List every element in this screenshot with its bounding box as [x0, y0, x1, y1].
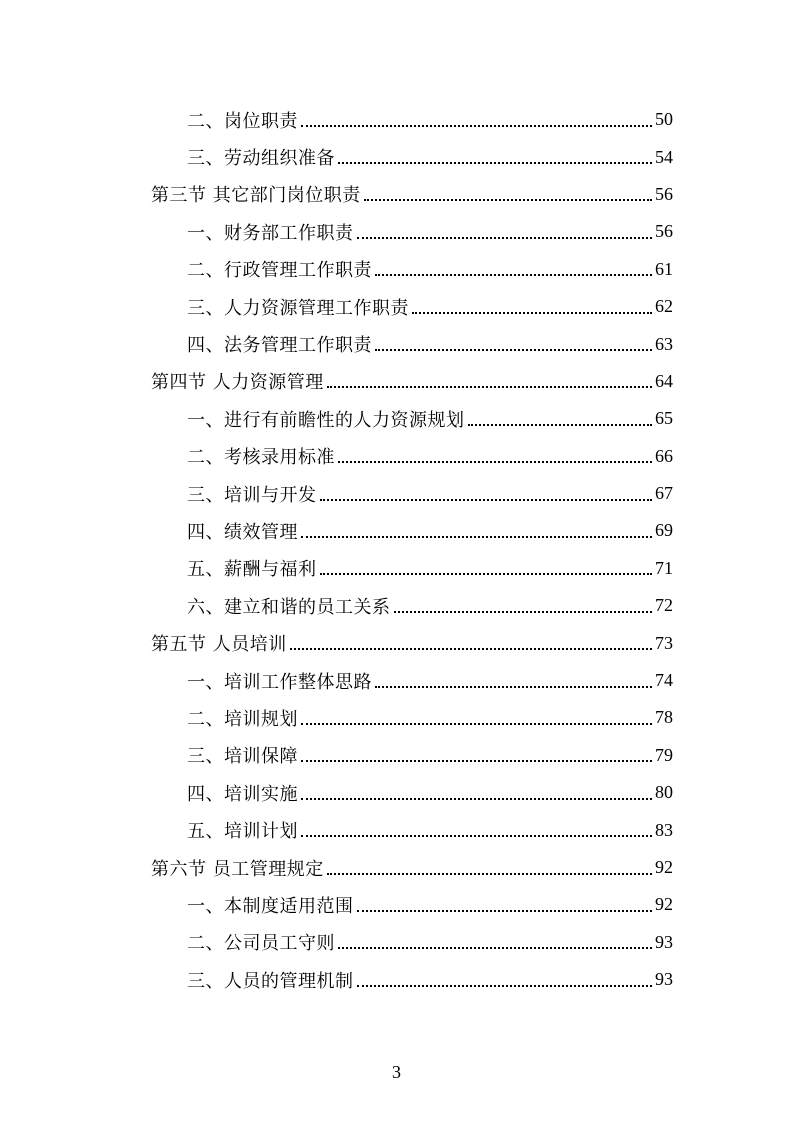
toc-entry-title: 第六节 员工管理规定	[151, 858, 324, 880]
toc-section-entry[interactable]	[0, 176, 793, 213]
toc-entry-title: 六、建立和谐的员工关系	[187, 596, 391, 618]
toc-subsection-entry[interactable]	[0, 400, 793, 437]
toc-entry-title: 一、财务部工作职责	[187, 222, 354, 244]
toc-subsection-entry[interactable]	[0, 811, 793, 848]
toc-section-entry[interactable]	[0, 624, 793, 661]
toc-entry-title: 二、公司员工守则	[187, 933, 335, 955]
toc-dot-leader	[375, 686, 652, 688]
toc-subsection-entry[interactable]	[0, 512, 793, 549]
toc-subsection-entry[interactable]	[0, 101, 793, 138]
toc-dot-leader	[375, 349, 652, 351]
toc-dot-leader	[338, 461, 652, 463]
toc-entry-page: 69	[655, 520, 673, 541]
toc-subsection-entry[interactable]	[0, 737, 793, 774]
toc-entry-page: 50	[655, 109, 673, 130]
toc-dot-leader	[327, 873, 652, 875]
toc-entry-title: 五、培训计划	[187, 821, 298, 843]
toc-section-entry[interactable]	[0, 849, 793, 886]
toc-entry-page: 80	[655, 782, 673, 803]
toc-entry-page: 92	[655, 894, 673, 915]
toc-entry-title: 四、绩效管理	[187, 521, 298, 543]
toc-dot-leader	[357, 910, 653, 912]
toc-dot-leader	[301, 760, 652, 762]
toc-dot-leader	[394, 611, 653, 613]
toc-entry-title: 第四节 人力资源管理	[151, 372, 324, 394]
toc-entry-page: 71	[655, 557, 673, 578]
toc-section-entry[interactable]	[0, 363, 793, 400]
toc-dot-leader	[327, 386, 652, 388]
toc-subsection-entry[interactable]	[0, 213, 793, 250]
toc-subsection-entry[interactable]	[0, 699, 793, 736]
toc-dot-leader	[320, 499, 653, 501]
toc-subsection-entry[interactable]	[0, 961, 793, 998]
toc-dot-leader	[364, 199, 652, 201]
toc-entry-page: 79	[655, 744, 673, 765]
toc-entry-page: 65	[655, 408, 673, 429]
toc-subsection-entry[interactable]	[0, 774, 793, 811]
toc-subsection-entry[interactable]	[0, 662, 793, 699]
toc-entry-title: 二、行政管理工作职责	[187, 260, 372, 282]
toc-entry-title: 一、进行有前瞻性的人力资源规划	[187, 409, 465, 431]
toc-subsection-entry[interactable]	[0, 251, 793, 288]
page-number: 3	[392, 1062, 401, 1082]
toc-entry-title: 二、培训规划	[187, 708, 298, 730]
toc-entry-title: 三、劳动组织准备	[187, 148, 335, 170]
toc-entry-page: 54	[655, 146, 673, 167]
toc-entry-page: 83	[655, 819, 673, 840]
toc-entry-title: 四、培训实施	[187, 783, 298, 805]
toc-subsection-entry[interactable]	[0, 325, 793, 362]
toc-subsection-entry[interactable]	[0, 288, 793, 325]
toc-entry-page: 72	[655, 595, 673, 616]
toc-entry-title: 二、考核录用标准	[187, 447, 335, 469]
toc-subsection-entry[interactable]	[0, 587, 793, 624]
toc-entry-page: 78	[655, 707, 673, 728]
toc-subsection-entry[interactable]	[0, 438, 793, 475]
toc-entry-title: 第三节 其它部门岗位职责	[151, 185, 361, 207]
table-of-contents	[0, 101, 793, 998]
toc-entry-page: 93	[655, 931, 673, 952]
toc-subsection-entry[interactable]	[0, 886, 793, 923]
toc-dot-leader	[357, 237, 653, 239]
toc-dot-leader	[301, 536, 652, 538]
toc-dot-leader	[338, 162, 652, 164]
toc-dot-leader	[301, 835, 652, 837]
toc-dot-leader	[357, 985, 653, 987]
toc-dot-leader	[301, 798, 652, 800]
toc-entry-title: 第五节 人员培训	[151, 634, 287, 656]
toc-entry-page: 61	[655, 258, 673, 279]
toc-entry-page: 93	[655, 969, 673, 990]
toc-dot-leader	[338, 947, 652, 949]
toc-entry-title: 三、人力资源管理工作职责	[187, 297, 409, 319]
toc-entry-page: 74	[655, 670, 673, 691]
toc-dot-leader	[468, 424, 653, 426]
toc-entry-page: 63	[655, 333, 673, 354]
toc-entry-page: 64	[655, 370, 673, 391]
toc-subsection-entry[interactable]	[0, 475, 793, 512]
toc-entry-page: 62	[655, 296, 673, 317]
toc-dot-leader	[412, 312, 652, 314]
toc-dot-leader	[301, 723, 652, 725]
toc-entry-title: 三、人员的管理机制	[187, 970, 354, 992]
toc-entry-page: 67	[655, 483, 673, 504]
toc-dot-leader	[290, 648, 652, 650]
toc-entry-title: 四、法务管理工作职责	[187, 335, 372, 357]
toc-entry-page: 92	[655, 857, 673, 877]
toc-entry-title: 三、培训与开发	[187, 484, 317, 506]
toc-subsection-entry[interactable]	[0, 924, 793, 961]
toc-entry-page: 73	[655, 632, 673, 653]
toc-entry-title: 二、岗位职责	[187, 110, 298, 132]
toc-entry-title: 一、本制度适用范围	[187, 895, 354, 917]
toc-entry-page: 56	[655, 183, 673, 204]
toc-dot-leader	[320, 573, 653, 575]
toc-entry-page: 56	[655, 221, 673, 242]
toc-entry-title: 五、薪酬与福利	[187, 559, 317, 581]
toc-dot-leader	[301, 125, 652, 127]
toc-entry-page: 66	[655, 445, 673, 466]
toc-entry-title: 三、培训保障	[187, 746, 298, 768]
toc-dot-leader	[375, 274, 652, 276]
toc-subsection-entry[interactable]	[0, 550, 793, 587]
toc-subsection-entry[interactable]	[0, 138, 793, 175]
toc-entry-title: 一、培训工作整体思路	[187, 671, 372, 693]
